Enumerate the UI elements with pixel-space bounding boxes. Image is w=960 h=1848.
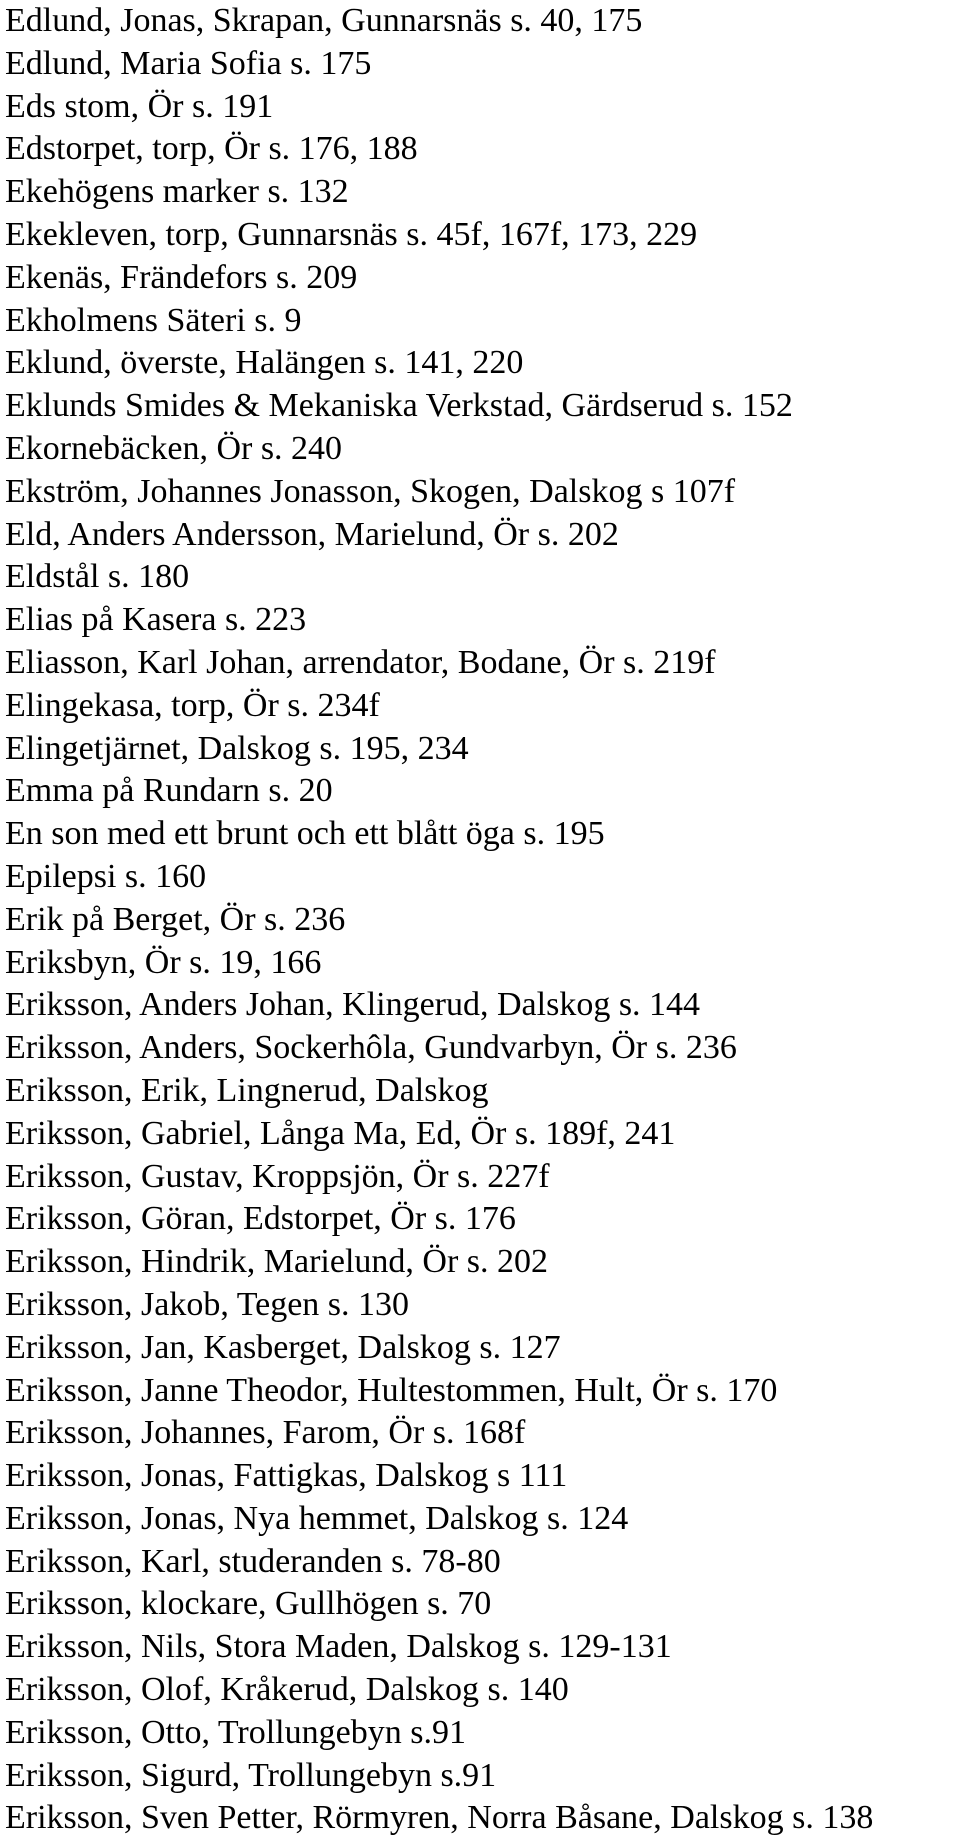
index-entry: Eriksson, Jan, Kasberget, Dalskog s. 127 [5,1328,561,1366]
index-entry: Erik på Berget, Ör s. 236 [5,900,346,938]
index-entry: Eriksson, Jakob, Tegen s. 130 [5,1285,410,1323]
index-entry: Ekekleven, torp, Gunnarsnäs s. 45f, 167f, 173, 229 [5,215,698,253]
index-entry: Elingetjärnet, Dalskog s. 195, 234 [5,729,469,767]
index-entry: Ekström, Johannes Jonasson, Skogen, Dalskog s 107f [5,472,736,510]
index-entry: En son med ett brunt och ett blått öga s. 195 [5,815,605,853]
index-entry: Eriksson, Anders Johan, Klingerud, Dalskog s. 144 [5,986,701,1024]
index-entry: Eriksson, Johannes, Farom, Ör s. 168f [5,1414,526,1452]
index-entry: Eld, Anders Andersson, Marielund, Ör s. 202 [5,515,619,553]
index-entry: Eriksson, Jonas, Nya hemmet, Dalskog s. 124 [5,1499,629,1537]
index-entry: Eriksbyn, Ör s. 19, 166 [5,943,322,981]
index-entry: Emma på Rundarn s. 20 [5,772,333,810]
index-entry: Eds stom, Ör s. 191 [5,87,274,125]
index-entry: Ekenäs, Frändefors s. 209 [5,258,358,296]
index-entry: Eriksson, Nils, Stora Maden, Dalskog s. 129-131 [5,1628,672,1666]
index-entry: Edlund, Jonas, Skrapan, Gunnarsnäs s. 40, 175 [5,2,643,39]
index-entry: Eriksson, Gabriel, Långa Ma, Ed, Ör s. 189f, 241 [5,1114,676,1152]
index-entry: Eliasson, Karl Johan, arrendator, Bodane, Ör s. 219f [5,643,716,681]
index-entry: Eriksson, Otto, Trollungebyn s.91 [5,1713,466,1751]
index-entry: Ekehögens marker s. 132 [5,173,349,211]
index-entry: Edlund, Maria Sofia s. 175 [5,44,372,82]
index-entry: Edstorpet, torp, Ör s. 176, 188 [5,130,418,168]
index-entry: Ekornebäcken, Ör s. 240 [5,429,343,467]
index-entry: Eriksson, Sigurd, Trollungebyn s.91 [5,1756,497,1794]
index-entry: Eklunds Smides & Mekaniska Verkstad, Gärdserud s. 152 [5,387,793,425]
index-entry: Epilepsi s. 160 [5,857,207,895]
index-entry: Elias på Kasera s. 223 [5,601,307,639]
index-entry: Eriksson, Gustav, Kroppsjön, Ör s. 227f [5,1157,550,1195]
index-entry: Eriksson, Janne Theodor, Hultestommen, Hult, Ör s. 170 [5,1371,778,1409]
index-entry: Eriksson, Sven Petter, Rörmyren, Norra Båsane, Dalskog s. 138 [5,1799,874,1837]
index-entry: Ekholmens Säteri s. 9 [5,301,302,339]
index-entry: Eklund, överste, Halängen s. 141, 220 [5,344,524,382]
index-entry: Elingekasa, torp, Ör s. 234f [5,686,380,724]
index-entry: Eriksson, Anders, Sockerhôla, Gundvarbyn, Ör s. 236 [5,1029,737,1067]
index-list [5,0,960,1840]
index-entry: Eriksson, Jonas, Fattigkas, Dalskog s 111 [5,1457,568,1495]
index-entry: Eriksson, Karl, studeranden s. 78-80 [5,1542,501,1580]
index-entry: Eriksson, Erik, Lingnerud, Dalskog [5,1071,489,1109]
index-entry: Eriksson, Göran, Edstorpet, Ör s. 176 [5,1200,516,1238]
index-entry: Eldstål s. 180 [5,558,190,596]
index-entry: Eriksson, Hindrik, Marielund, Ör s. 202 [5,1243,549,1281]
index-entry: Eriksson, klockare, Gullhögen s. 70 [5,1585,492,1623]
index-entry: Eriksson, Olof, Kråkerud, Dalskog s. 140 [5,1671,569,1709]
